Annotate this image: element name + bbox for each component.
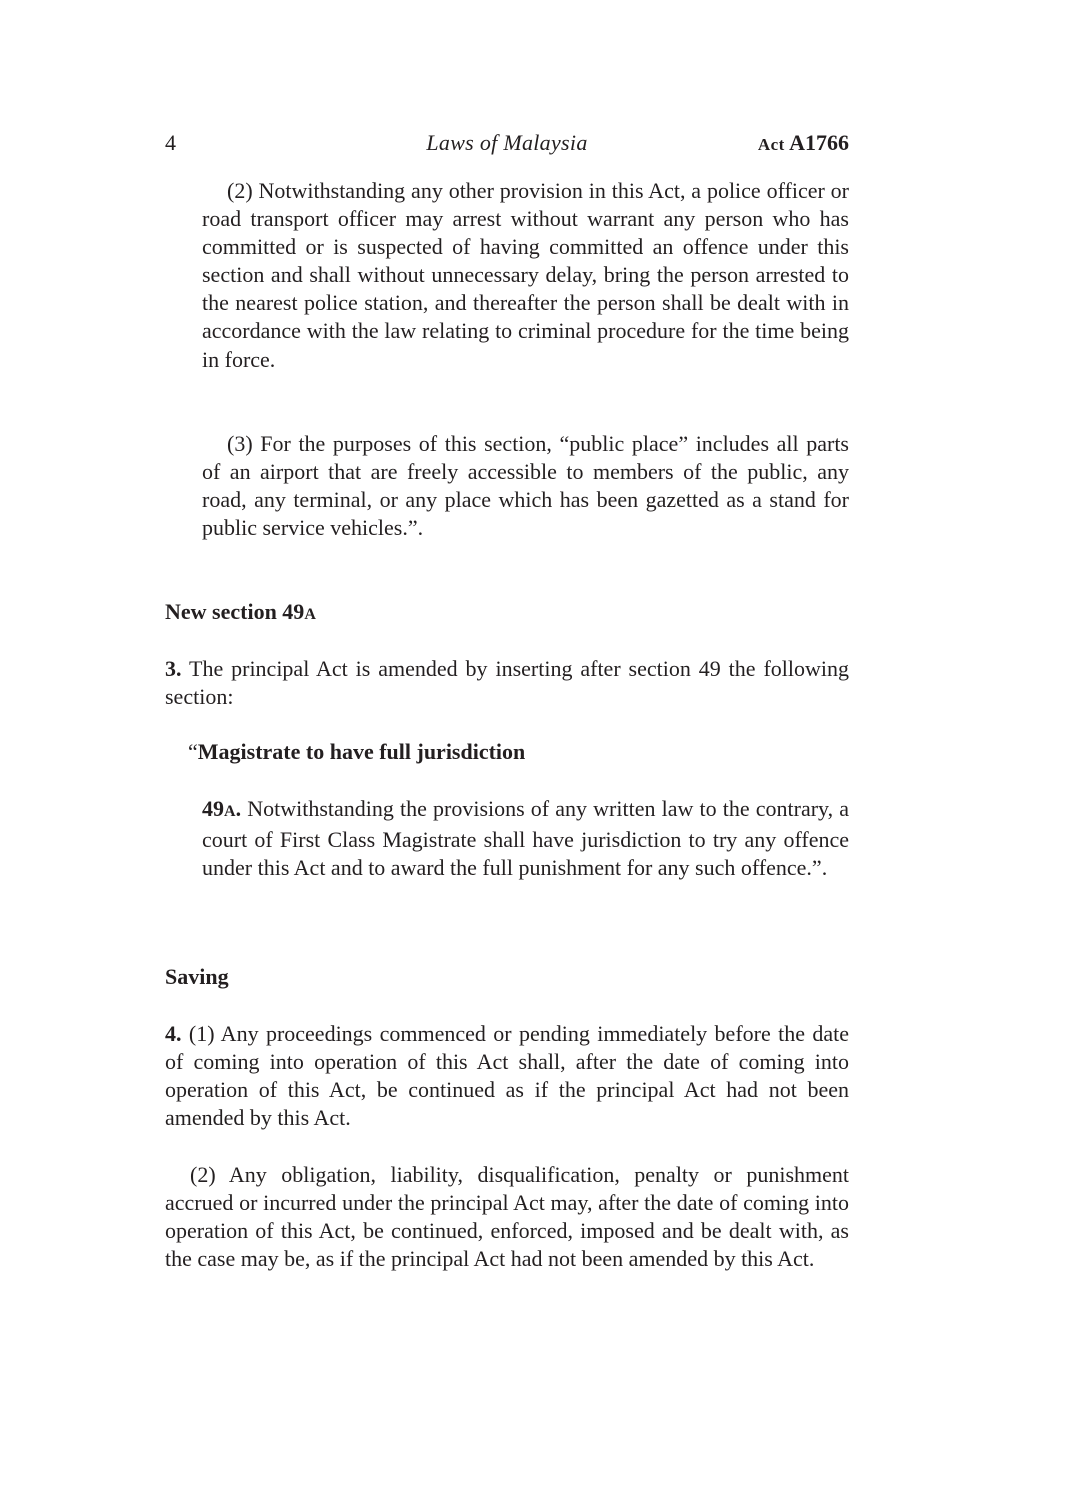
running-title: Laws of Malaysia <box>426 130 588 155</box>
section-49a-number-dot: . <box>235 796 242 821</box>
page-number: 4 <box>165 130 176 155</box>
subsection-3-paragraph: (3) For the purposes of this section, “public place” includes all parts of an airport that are freely accessible to members of the public, any road, any terminal, or any place which has been gazetted as a stand for public service vehicles.”. <box>202 431 849 541</box>
new-section-heading-suffix: A <box>304 606 316 623</box>
section-49a-number <box>202 796 241 821</box>
act-number-value: A1766 <box>789 130 849 155</box>
act-prefix: Act <box>757 135 785 154</box>
subsection-2-paragraph: (2) Notwithstanding any other provision in this Act, a police officer or road transport officer may arrest without warrant any person who has committed or is suspected of having committed an offence under this section and shall without unnecessary delay, bring the person arrested to the nearest police station, and thereafter the person shall be dealt with in accordance with the law relating to criminal procedure for the time being in force. <box>202 178 849 372</box>
section-49a-number-digits: 49 <box>202 796 224 821</box>
saving-heading: Saving <box>165 964 229 989</box>
inserted-open-quote: “ <box>188 739 198 764</box>
section-49a-body: Notwithstanding the provisions of any written law to the contrary, a court of First Class Magistrate shall have jurisdiction to try any offence under this Act and to award the full punishment for any such offence.”. <box>202 796 849 881</box>
section-4-number: 4. <box>165 1021 182 1046</box>
new-section-heading-text: New section 49 <box>165 599 305 624</box>
section-3-number: 3. <box>165 656 182 681</box>
section-3-paragraph <box>165 655 849 711</box>
new-section-heading <box>165 599 316 625</box>
section-3-body: The principal Act is amended by inserting after section 49 the following section: <box>165 656 849 710</box>
inserted-section-heading <box>188 739 525 765</box>
inserted-heading-text: Magistrate to have full jurisdiction <box>197 739 526 764</box>
saving-subsection-2: (2) Any obligation, liability, disqualification, penalty or punishment accrued or incurred under the principal Act may, after the date of coming into operation of this Act, be continued, enforced, imposed and be dealt with, as the case may be, as if the principal Act had not been amended by this Act. <box>165 1162 849 1272</box>
act-number <box>758 130 849 156</box>
section-49a-paragraph <box>202 795 849 882</box>
saving-subsection-1 <box>165 1020 849 1132</box>
page-header <box>165 130 849 160</box>
section-49a-number-suffix: A <box>224 803 236 820</box>
saving-subsection-1-body: (1) Any proceedings commenced or pending immediately before the date of coming into operation of this Act shall, after the date of coming into operation of this Act, be continued as if the principal Act had not been amended by this Act. <box>165 1021 849 1131</box>
